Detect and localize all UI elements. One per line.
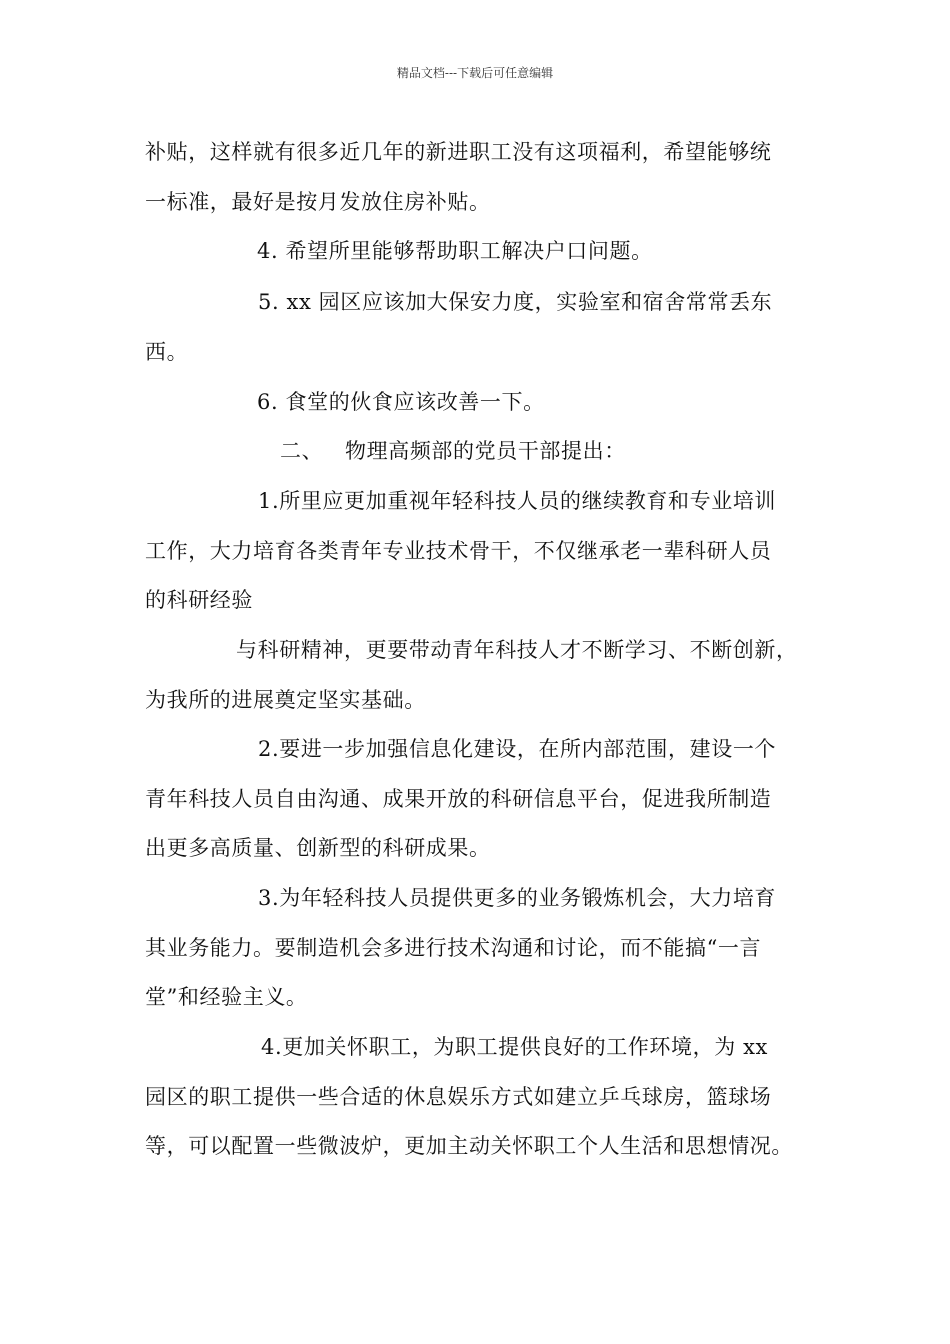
text-line: 等，可以配置一些微波炉，更加主动关怀职工个人生活和思想情况。 (145, 1134, 793, 1158)
text-line: 青年科技人员自由沟通、成果开放的科研信息平台，促进我所制造 (145, 787, 772, 811)
text-line: 5. xx 园区应该加大保安力度，实验室和宿舍常常丢东 (258, 290, 773, 314)
page-header: 精品文档---下载后可任意编辑 (396, 66, 554, 80)
text-line: 1.所里应更加重视年轻科技人员的继续教育和专业培训 (258, 489, 777, 513)
text-line: 西。 (145, 340, 189, 364)
text-line: 3.为年轻科技人员提供更多的业务锻炼机会，大力培育 (258, 886, 777, 910)
text-line: 与科研精神，更要带动青年科技人才不断学习、不断创新， (236, 638, 798, 662)
text-line: 堂”和经验主义。 (145, 985, 308, 1009)
text-line: 工作，大力培育各类青年专业技术骨干，不仅继承老一辈科研人员 (145, 539, 772, 563)
text-line: 园区的职工提供一些合适的休息娱乐方式如建立乒乓球房，篮球场 (145, 1085, 772, 1109)
text-line: 2.要进一步加强信息化建设，在所内部范围，建设一个 (258, 737, 777, 761)
text-line: 为我所的进展奠定坚实基础。 (145, 688, 426, 712)
text-line: 补贴，这样就有很多近几年的新进职工没有这项福利，希望能够统 (145, 140, 772, 164)
text-line: 4.更加关怀职工，为职工提供良好的工作环境，为 xx (261, 1035, 768, 1059)
section-heading: 二、 物理高频部的党员干部提出： (280, 439, 626, 463)
text-line: 出更多高质量、创新型的科研成果。 (145, 836, 491, 860)
text-line: 6. 食堂的伙食应该改善一下。 (257, 390, 545, 414)
text-line: 4. 希望所里能够帮助职工解决户口问题。 (257, 239, 653, 263)
text-line: 其业务能力。要制造机会多进行技术沟通和讨论，而不能搞“一言 (145, 936, 762, 960)
text-line: 的科研经验 (145, 588, 253, 612)
text-line: 一标准，最好是按月发放住房补贴。 (145, 190, 491, 214)
